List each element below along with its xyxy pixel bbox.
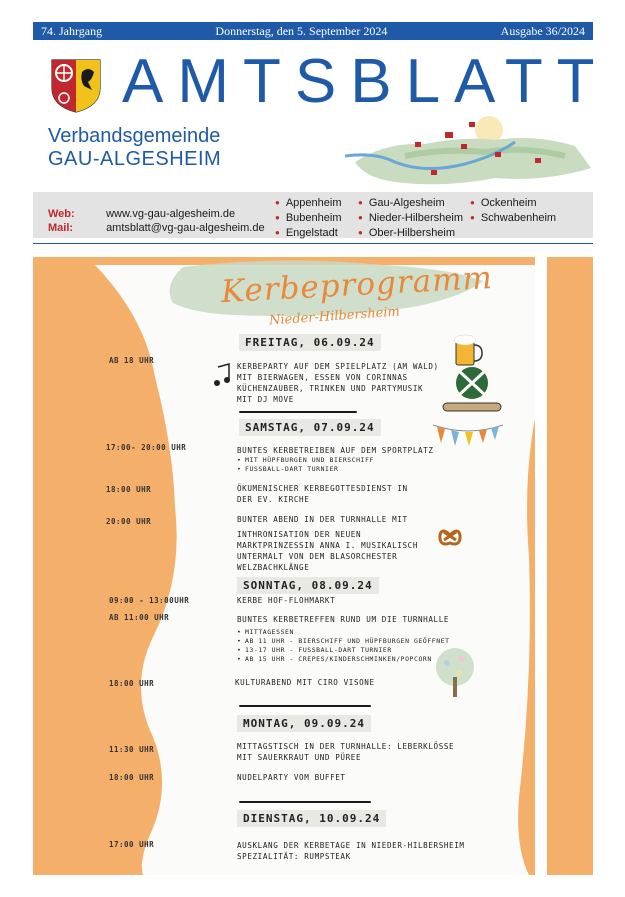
event-line: AUSKLANG DER KERBETAGE IN NIEDER-HILBERSHEIM	[237, 841, 465, 850]
event-line: KERBEPARTY AUF DEM SPIELPLATZ (AM WALD)	[237, 362, 439, 371]
section-divider	[239, 801, 371, 803]
day-header-friday: FREITAG, 06.09.24	[239, 334, 381, 351]
event-description	[237, 483, 408, 505]
time-label: 09:00 - 13:00UHR	[109, 596, 190, 605]
section-divider	[239, 411, 357, 413]
mail-label: Mail:	[48, 222, 74, 234]
kitchen-tools-icon	[439, 365, 505, 417]
place-item: ● Engelstadt	[275, 226, 342, 241]
event-description	[237, 840, 465, 862]
time-label: 11:30 UHR	[109, 745, 155, 754]
kerbe-poster	[33, 257, 593, 875]
event-line: MIT DJ MOVE	[237, 395, 294, 404]
web-label: Web:	[48, 208, 75, 220]
event-line: KÜCHENZAUBER, TRINKEN UND PARTYMUSIK	[237, 384, 424, 393]
event-line: SPEZIALITÄT: RUMPSTEAK	[237, 852, 351, 861]
time-label: 18:00 UHR	[106, 485, 152, 494]
places-column-1	[275, 196, 342, 241]
publisher-line-1: Verbandsgemeinde	[48, 125, 221, 147]
event-bullet: • AB 15 UHR - CREPES/KINDERSCHMINKEN/POPCORN	[237, 655, 450, 664]
poster-subtitle: Nieder-Hilbersheim	[268, 304, 401, 329]
event-description	[237, 614, 450, 664]
event-line: INTHRONISATION DER NEUEN	[237, 530, 362, 539]
event-bullet-list	[237, 628, 450, 664]
event-description: NUDELPARTY VOM BUFFET	[237, 773, 346, 782]
time-label: 17:00- 20:00 UHR	[106, 443, 187, 452]
event-line: ÖKUMENISCHER KERBEGOTTESDIENST IN	[237, 484, 408, 493]
day-header-monday: MONTAG, 09.09.24	[237, 715, 371, 732]
event-line: MIT SAUERKRAUT UND PÜREE	[237, 753, 362, 762]
time-label: AB 18 UHR	[109, 356, 155, 365]
coat-of-arms-icon	[50, 58, 102, 114]
places-column-2	[358, 196, 463, 241]
day-header-saturday: SAMSTAG, 07.09.24	[239, 419, 381, 436]
event-bullet: • MITTAGESSEN	[237, 628, 450, 637]
event-bullet: • MIT HÜPFBURGEN UND BIERSCHIFF	[237, 456, 434, 465]
event-bullet: • AB 11 UHR - BIERSCHIFF UND HÜPFBURGEN GEÖFFNET	[237, 637, 450, 646]
jahrgang: 74. Jahrgang	[41, 23, 103, 38]
day-header-sunday: SONNTAG, 08.09.24	[237, 577, 379, 594]
event-line: MARKTPRINZESSIN ANNA I. MUSIKALISCH	[237, 541, 419, 550]
mail-link[interactable]: amtsblatt@vg-gau-algesheim.de	[106, 222, 265, 234]
event-description	[237, 445, 434, 474]
time-label: 18:00 UHR	[109, 679, 155, 688]
event-bullet: • 13-17 UHR - FUSSBALL-DART TURNIER	[237, 646, 450, 655]
place-item: ● Ockenheim	[470, 196, 556, 211]
web-row	[48, 208, 235, 220]
event-line: BUNTES KERBETREFFEN RUND UM DIE TURNHALLE	[237, 615, 450, 624]
contact-box	[33, 192, 593, 238]
event-description: KERBE HOF-FLOHMARKT	[237, 596, 336, 605]
place-item: ● Gau-Algesheim	[358, 196, 463, 211]
time-label: 17:00 UHR	[109, 840, 155, 849]
event-description	[237, 741, 454, 763]
place-item: ● Ober-Hilbersheim	[358, 226, 463, 241]
place-item: ● Nieder-Hilbersheim	[358, 211, 463, 226]
event-line: BUNTER ABEND IN DER TURNHALLE MIT	[237, 515, 408, 524]
event-line: DER EV. KIRCHE	[237, 495, 310, 504]
day-header-tuesday: DIENSTAG, 10.09.24	[237, 810, 386, 827]
music-notes-icon	[213, 363, 235, 389]
region-map-illustration	[345, 112, 595, 190]
event-line: WELZBACHKLÄNGE	[237, 563, 310, 572]
publisher-line-2: GAU-ALGESHEIM	[48, 148, 222, 170]
time-label: 18:00 UHR	[109, 773, 155, 782]
event-line: MITTAGSTISCH IN DER TURNHALLE: LEBERKLÖSSE	[237, 742, 455, 751]
issue-number: Ausgabe 36/2024	[500, 23, 585, 38]
event-line: MIT BIERWAGEN, ESSEN VON CORINNAS	[237, 373, 408, 382]
place-item: ● Schwabenheim	[470, 211, 556, 226]
section-divider	[239, 705, 371, 707]
place-item: ● Appenheim	[275, 196, 342, 211]
event-line: UNTERMALT VON DEM BLASORCHESTER	[237, 552, 398, 561]
issue-bar	[33, 22, 593, 40]
event-description	[237, 514, 418, 573]
event-description	[237, 361, 439, 405]
time-label: 20:00 UHR	[106, 517, 152, 526]
place-item: ● Bubenheim	[275, 211, 342, 226]
web-link[interactable]: www.vg-gau-algesheim.de	[106, 208, 236, 220]
event-line: BUNTES KERBETREIBEN AUF DEM SPORTPLATZ	[237, 446, 434, 455]
bunting-flags-icon	[433, 421, 503, 457]
event-description: KULTURABEND MIT CIRO VISONE	[235, 678, 375, 687]
header-divider	[33, 243, 593, 244]
event-bullet: • FUSSBALL-DART TURNIER	[237, 465, 434, 474]
event-bullet-list	[237, 456, 434, 474]
time-label: AB 11:00 UHR	[109, 613, 170, 622]
poster-title: Kerbeprogramm	[220, 259, 494, 311]
masthead-title: AMTSBLATT	[122, 47, 609, 116]
places-column-3	[470, 196, 556, 226]
issue-date: Donnerstag, den 5. September 2024	[215, 23, 388, 38]
beer-mug-icon	[453, 333, 483, 367]
mail-row	[48, 222, 265, 234]
pretzel-icon	[437, 525, 463, 547]
